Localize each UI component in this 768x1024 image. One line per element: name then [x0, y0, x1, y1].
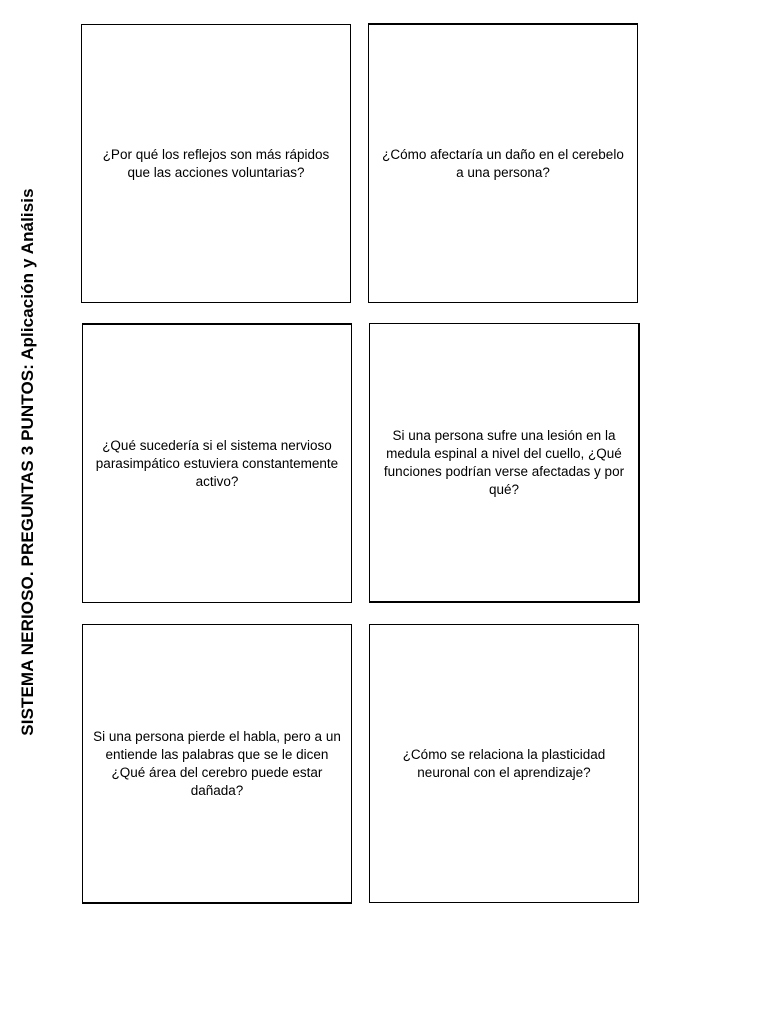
question-text-2: ¿Cómo afectaría un daño en el cerebelo a una persona? [382, 146, 624, 180]
question-card-2 [368, 23, 638, 303]
page-title: SISTEMA NERIOSO. PREGUNTAS 3 PUNTOS: Aplicación y Análisis [18, 188, 37, 736]
question-card-6 [369, 624, 639, 903]
question-text-5: Si una persona pierde el habla, pero a un entiende las palabras que se le dicen ¿Qué área del cerebro puede estar dañada? [93, 728, 341, 798]
question-text-6: ¿Cómo se relaciona la plasticidad neuronal con el aprendizaje? [402, 746, 606, 780]
question-card-3 [82, 323, 352, 603]
question-card-4 [369, 323, 640, 603]
question-text-3: ¿Qué sucedería si el sistema nervioso parasimpático estuviera constantemente activo? [95, 437, 339, 489]
question-text-1: ¿Por qué los reflejos son más rápidos que las acciones voluntarias? [102, 146, 330, 180]
question-card-1 [81, 24, 351, 303]
question-card-5 [82, 624, 352, 904]
side-title-area [0, 0, 58, 1024]
question-text-4: Si una persona sufre una lesión en la medula espinal a nivel del cuello, ¿Qué funciones podrían verse afectadas y por qué? [383, 427, 625, 497]
